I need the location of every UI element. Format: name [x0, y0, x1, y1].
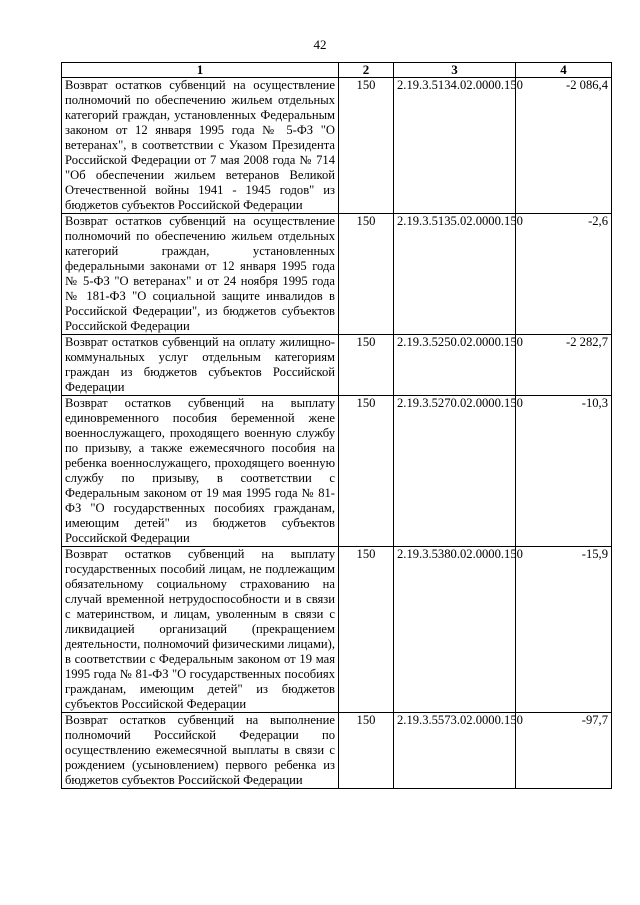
table-row [62, 396, 612, 547]
row-amount: -15,9 [516, 547, 612, 713]
page-number: 42 [313, 37, 327, 52]
row-description: Возврат остатков субвенций на выплату государственных пособий лицам, не подлежащим обязательному социальному страхованию на случай временной нетрудоспособности и в связи с материнством, и лицам, уволенным в связи с ликвидацией организаций (прекращением деятельности, полномочий физическими лицами), в соответствии с Федеральным законом от 19 мая 1995 года № 81-ФЗ "О государственных пособиях гражданам, имеющим детей" из бюджетов субъектов Российской Федерации [62, 547, 339, 713]
row-budget-code: 2.19.3.5270.02.0000.150 [394, 396, 516, 547]
row-description: Возврат остатков субвенций на выполнение полномочий Российской Федерации по осуществлению ежемесячной выплаты в связи с рождением (усыновлением) первого ребенка из бюджетов субъектов Российской Федерации [62, 713, 339, 789]
row-description: Возврат остатков субвенций на выплату единовременного пособия беременной жене военнослужащего, проходящего военную службу по призыву, а также ежемесячного пособия на ребенка военнослужащего, проходящего военную службу по призыву, в соответствии с Федеральным законом от 19 мая 1995 года № 81-ФЗ "О государственных пособиях гражданам, имеющим детей" из бюджетов субъектов Российской Федерации [62, 396, 339, 547]
row-admin-code: 150 [339, 547, 394, 713]
row-description: Возврат остатков субвенций на осуществление полномочий по обеспечению жильем отдельных категорий граждан, установленных федеральными законами от 12 января 1995 года № 5-ФЗ "О ветеранах" и от 24 ноября 1995 года № 181-ФЗ "О социальной защите инвалидов в Российской Федерации", из бюджетов субъектов Российской Федерации [62, 214, 339, 335]
table-row [62, 78, 612, 214]
row-budget-code: 2.19.3.5135.02.0000.150 [394, 214, 516, 335]
row-admin-code: 150 [339, 78, 394, 214]
table-row [62, 335, 612, 396]
column-header-1: 1 [62, 63, 339, 78]
budget-table [61, 62, 612, 789]
row-amount: -10,3 [516, 396, 612, 547]
row-amount: -2,6 [516, 214, 612, 335]
row-amount: -2 282,7 [516, 335, 612, 396]
row-amount: -97,7 [516, 713, 612, 789]
table-row [62, 214, 612, 335]
row-admin-code: 150 [339, 335, 394, 396]
row-budget-code: 2.19.3.5380.02.0000.150 [394, 547, 516, 713]
row-budget-code: 2.19.3.5134.02.0000.150 [394, 78, 516, 214]
row-budget-code: 2.19.3.5250.02.0000.150 [394, 335, 516, 396]
column-header-4: 4 [516, 63, 612, 78]
table-row [62, 713, 612, 789]
column-header-2: 2 [339, 63, 394, 78]
table-header-row [62, 63, 612, 78]
row-admin-code: 150 [339, 396, 394, 547]
row-admin-code: 150 [339, 713, 394, 789]
row-admin-code: 150 [339, 214, 394, 335]
row-description: Возврат остатков субвенций на оплату жилищно-коммунальных услуг отдельным категориям граждан из бюджетов субъектов Российской Федерации [62, 335, 339, 396]
table-row [62, 547, 612, 713]
row-description: Возврат остатков субвенций на осуществление полномочий по обеспечению жильем отдельных категорий граждан, установленных Федеральным законом от 12 января 1995 года № 5-ФЗ "О ветеранах", в соответствии с Указом Президента Российской Федерации от 7 мая 2008 года № 714 "Об обеспечении жильем ветеранов Великой Отечественной войны 1941 - 1945 годов" из бюджетов субъектов Российской Федерации [62, 78, 339, 214]
row-amount: -2 086,4 [516, 78, 612, 214]
column-header-3: 3 [394, 63, 516, 78]
row-budget-code: 2.19.3.5573.02.0000.150 [394, 713, 516, 789]
